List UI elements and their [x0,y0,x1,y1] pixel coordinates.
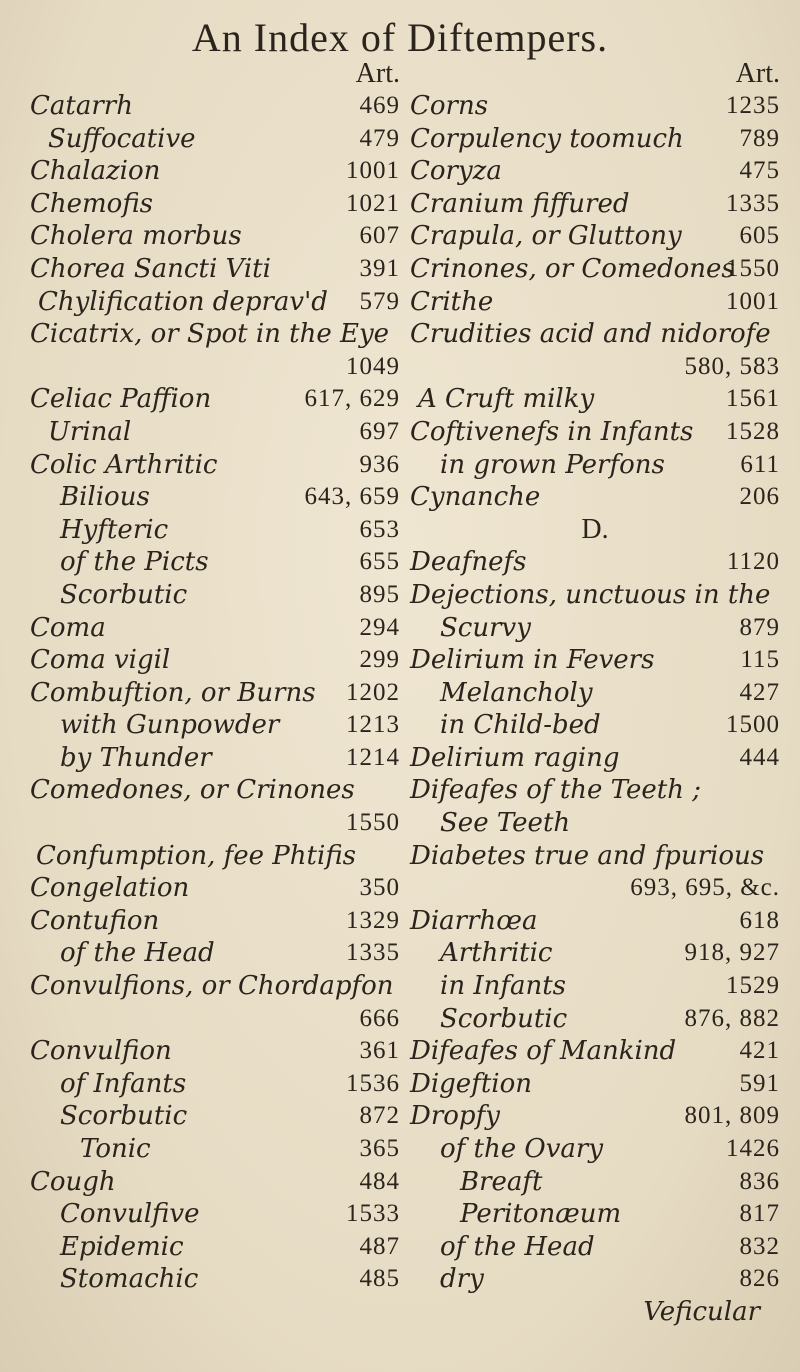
entry-term: in Child-bed [440,710,601,741]
index-entry [410,644,780,677]
index-entry [30,1231,400,1264]
entry-term: Scorbutic [60,1101,188,1132]
entry-term: Scorbutic [440,1003,568,1034]
index-entry [30,155,400,188]
entry-term: Cough [30,1166,116,1197]
entry-term: Difeafes of Mankind [410,1036,677,1067]
entry-term: Scurvy [440,612,531,643]
index-entry [30,416,400,449]
page-header: An Index of Diftempers. [191,15,609,60]
entry-term: Stomachic [60,1264,199,1295]
index-entry [410,1263,780,1296]
entry-article-number: 605 [739,222,780,250]
index-entry [410,970,780,1003]
entry-article-number: 421 [739,1037,780,1065]
entry-article-number: 697 [359,417,400,445]
entry-article-number: 1235 [726,92,780,119]
index-entry [30,90,400,123]
entry-term: Melancholy [440,677,593,708]
entry-term: Tonic [80,1134,151,1164]
entry-article-number: 1536 [346,1069,400,1097]
entry-article-number: 1550 [346,809,400,837]
index-entry [30,807,400,840]
index-entry [410,1166,780,1199]
entry-term: with Gunpowder [60,710,280,741]
entry-article-number: 1533 [346,1200,400,1228]
entry-article-number: 484 [359,1167,400,1195]
index-entry [30,188,400,221]
index-entry [30,872,400,905]
entry-term: Corpulency toomuch [410,123,684,154]
index-entry [410,351,780,384]
index-entry [30,1133,400,1166]
entry-term: Deafnefs [410,547,527,578]
index-entry [410,1068,780,1101]
index-entry [30,546,400,579]
entry-term: Cynanche [410,482,541,513]
index-entry [30,1198,400,1231]
entry-term: Dejections, unctuous in the [410,579,771,610]
index-entry [30,1035,400,1068]
index-entry [410,123,780,156]
entry-term: Dropfy [410,1101,500,1132]
entry-term: A Cruft milky [418,384,595,415]
index-entry [410,155,780,188]
entry-article-number: 617, 629 [304,385,400,413]
entry-article-number: 655 [359,548,400,576]
index-entry [410,872,780,905]
index-entry [410,546,780,579]
entry-term: Coryza [410,156,502,187]
entry-term: of Infants [60,1068,187,1099]
entry-article-number: 487 [359,1232,400,1260]
entry-article-number: 427 [739,678,780,706]
entry-article-number: 350 [359,874,400,902]
index-entry [410,709,780,742]
entry-article-number: 872 [359,1102,400,1130]
entry-term: Epidemic [60,1231,184,1262]
entry-term: Coftivenefs in Infants [410,416,694,447]
entry-article-number: 789 [739,124,780,152]
entry-article-number: 817 [739,1200,780,1228]
entry-article-number: 1021 [346,189,400,217]
entry-term: Scorbutic [60,579,188,610]
index-entry [410,742,780,775]
entry-term: Celiac Paffion [30,384,212,415]
entry-article-number: 643, 659 [304,483,400,511]
entry-term: Convulfive [60,1199,200,1230]
index-entry [30,1100,400,1133]
index-entry [30,905,400,938]
entry-article-number: 1049 [346,352,400,380]
entry-term: See Teeth [440,808,571,839]
entry-article-number: 1120 [726,548,780,576]
index-entry [30,1003,400,1036]
entry-term: Cicatrix, or Spot in the Eye [30,319,390,350]
index-entry [410,579,780,612]
entry-term: Crinones, or Comedones [410,253,735,284]
entry-term: Arthritic [440,938,553,969]
index-entry [410,90,780,123]
entry-article-number: 591 [739,1069,780,1097]
entry-article-number: 918, 927 [684,939,780,967]
index-entry [410,481,780,514]
entry-article-number: 1528 [726,417,780,445]
index-entry [410,1198,780,1231]
entry-term: Crudities acid and nidorofe [410,319,771,350]
entry-article-number: 836 [739,1167,780,1195]
index-column-right [410,58,780,1329]
entry-term: Veficular [643,1296,760,1327]
entry-article-number: 1202 [346,678,400,706]
column-heading: Art. [735,58,780,89]
entry-article-number: 1214 [346,743,400,771]
entry-term: Corns [410,91,489,121]
entry-term: Peritonæum [460,1199,622,1230]
entry-term: Coma vigil [30,645,171,676]
entry-article-number: 666 [359,1004,400,1032]
entry-article-number: 618 [739,906,780,934]
entry-article-number: 801, 809 [684,1102,780,1130]
index-entry [410,449,780,482]
entry-article-number: 1561 [726,385,780,413]
index-column-left [30,58,400,1296]
index-entry [410,1100,780,1133]
index-entry [30,579,400,612]
index-entry [30,1166,400,1199]
entry-term: in Infants [440,971,567,1002]
index-entry [30,840,400,873]
entry-article-number: 1001 [346,157,400,185]
index-entry [410,807,780,840]
index-entry [410,416,780,449]
index-entry [410,905,780,938]
entry-term: Contufion [30,905,160,936]
entry-article-number: 879 [739,613,780,641]
index-entry [30,1263,400,1296]
index-entry [410,1133,780,1166]
entry-term: Colic Arthritic [30,449,218,480]
index-entry [410,188,780,221]
index-entry [410,774,780,807]
index-entry [30,937,400,970]
entry-article-number: 361 [359,1037,400,1065]
entry-term: Crithe [410,286,494,317]
entry-article-number: 485 [359,1265,400,1293]
entry-article-number: 936 [359,450,400,478]
index-entry [30,742,400,775]
index-entry [30,253,400,286]
index-entry [30,970,400,1003]
entry-term: Catarrh [30,91,133,121]
catchword [410,1296,780,1329]
entry-article-number: 115 [740,646,780,674]
entry-term: in grown Perfons [440,449,665,480]
entry-article-number: 611 [740,450,780,478]
entry-article-number: 365 [359,1135,400,1162]
index-entry [410,840,780,873]
entry-term: Delirium raging [410,742,620,773]
entry-term: D. [581,513,609,545]
entry-term: Crapula, or Gluttony [410,221,682,252]
entry-term: Chalazion [30,156,161,187]
entry-term: Delirium in Fevers [410,645,655,676]
entry-article-number: 876, 882 [684,1004,780,1032]
entry-article-number: 1529 [726,972,780,1000]
entry-term: Suffocative [48,123,196,154]
index-entry [410,1003,780,1036]
index-entry [410,220,780,253]
entry-term: Convulfions, or Chordapfon [30,971,394,1002]
entry-term: Confumption, fee Phtifis [36,840,356,871]
index-entry [30,318,400,351]
index-entry [410,1231,780,1264]
index-entry [30,1068,400,1101]
entry-article-number: 294 [359,613,400,641]
index-entry [410,1035,780,1068]
index-entry [30,709,400,742]
index-entry [410,318,780,351]
entry-article-number: 475 [739,157,780,185]
index-entry [410,937,780,970]
entry-term: Breaft [460,1166,543,1197]
entry-term: dry [440,1264,484,1295]
entry-article-number: 206 [739,483,780,511]
index-entry [30,612,400,645]
entry-term: Combuftion, or Burns [30,677,316,708]
entry-article-number: 895 [359,580,400,608]
entry-term: Urinal [48,416,132,447]
entry-article-number: 693, 695, &c. [630,874,780,902]
entry-term: Diarrhœa [410,905,538,936]
section-letter [410,514,780,547]
entry-article-number: 653 [359,515,400,543]
index-entry [410,383,780,416]
index-entry [30,351,400,384]
entry-article-number: 469 [359,92,400,119]
entry-article-number: 826 [739,1265,780,1293]
index-entry [30,383,400,416]
entry-article-number: 1329 [346,906,400,934]
entry-term: Chylification deprav'd [38,286,328,317]
entry-term: Congelation [30,873,190,904]
entry-term: Chorea Sancti Viti [30,253,271,284]
entry-term: of the Ovary [440,1134,604,1164]
entry-term: Chemofis [30,188,154,219]
index-entry [30,481,400,514]
entry-article-number: 391 [359,254,400,282]
entry-term: Hyfteric [60,514,169,545]
index-entry [410,612,780,645]
index-entry [30,123,400,156]
entry-term: Bilious [60,482,150,513]
entry-article-number: 832 [739,1232,780,1260]
entry-article-number: 1213 [346,711,400,739]
index-entry [30,449,400,482]
entry-article-number: 1500 [726,711,780,739]
entry-article-number: 1001 [726,287,780,315]
entry-article-number: 1426 [726,1135,780,1162]
entry-term: of the Picts [60,547,209,578]
entry-term: Cranium fiffured [410,188,630,219]
entry-article-number: 1335 [726,189,780,217]
entry-term: Comedones, or Crinones [30,775,355,806]
index-entry [30,286,400,319]
index-entry [30,514,400,547]
entry-term: by Thunder [60,742,212,773]
entry-article-number: 579 [359,287,400,315]
index-entry [30,644,400,677]
index-entry [30,220,400,253]
entry-term: Cholera morbus [30,221,242,252]
entry-article-number: 1335 [346,939,400,967]
entry-term: of the Head [60,938,215,969]
entry-article-number: 1550 [726,254,780,282]
entry-term: of the Head [440,1231,595,1262]
entry-term: Diabetes true and fpurious [410,840,765,871]
index-entry [410,677,780,710]
entry-article-number: 479 [359,124,400,152]
entry-term: Coma [30,612,106,643]
entry-term: Digeftion [410,1068,532,1099]
entry-term: Convulfion [30,1036,172,1067]
index-entry [410,286,780,319]
entry-article-number: 444 [739,743,780,771]
index-entry [30,774,400,807]
entry-article-number: 299 [359,646,400,674]
index-entry [410,253,780,286]
entry-article-number: 580, 583 [684,352,780,380]
index-entry [30,677,400,710]
column-heading: Art. [355,58,400,89]
entry-term: Difeafes of the Teeth ; [410,775,701,806]
entry-article-number: 607 [359,222,400,250]
